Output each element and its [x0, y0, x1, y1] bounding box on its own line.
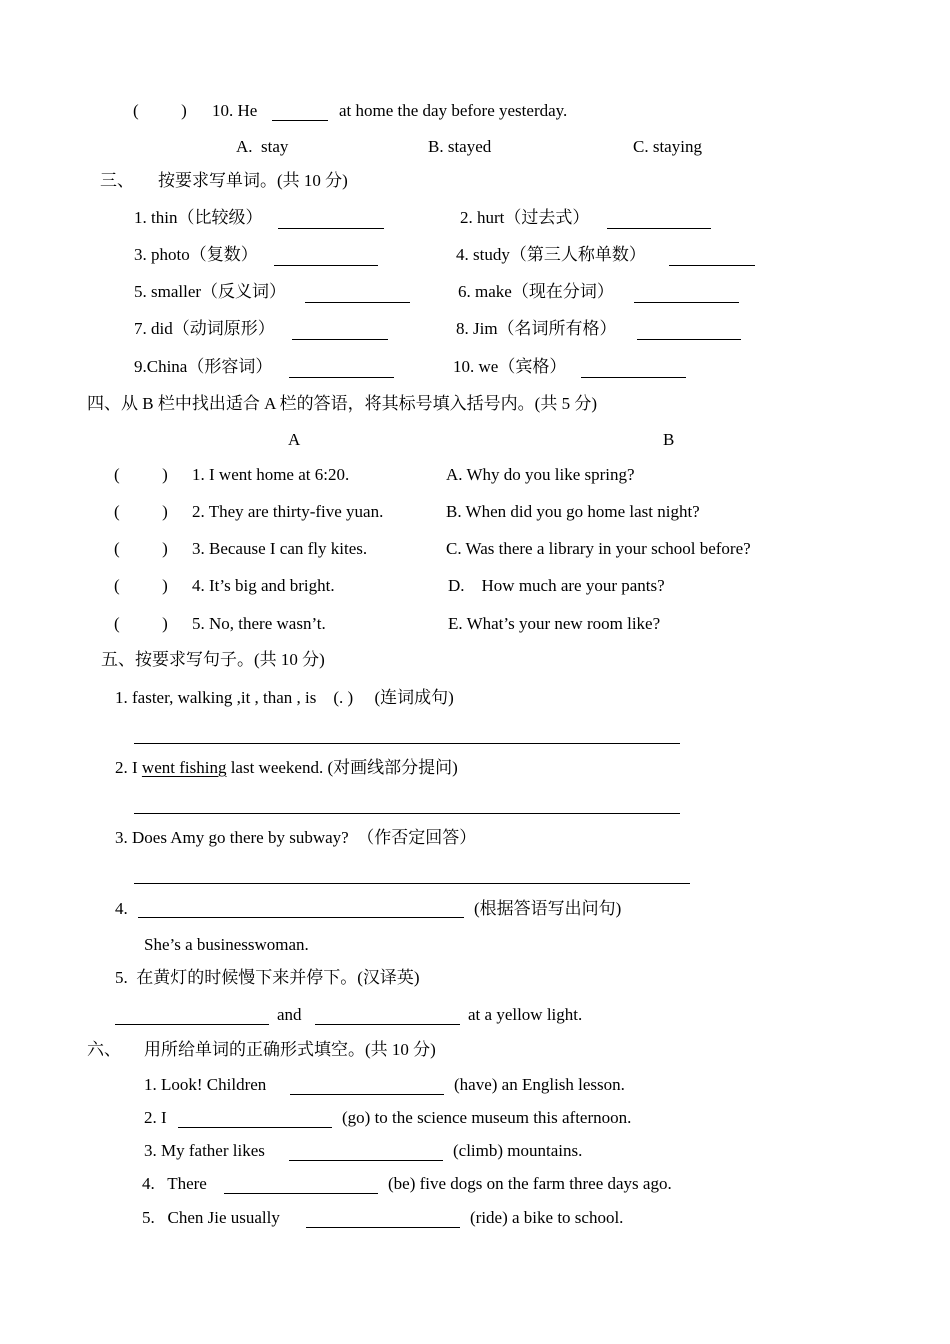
column-a-header: A — [288, 430, 301, 449]
q10-option-c[interactable]: C. staying — [633, 137, 702, 156]
s3-blank-1[interactable] — [278, 228, 384, 229]
s5-q2-start: 2. I — [115, 758, 142, 777]
section-4-title: 四、从 B 栏中找出适合 A 栏的答语，将其标号填入括号内。(共 5 分) — [87, 394, 597, 413]
s3-item-4: 4. study（第三人称单数） — [456, 245, 646, 264]
s3-blank-4[interactable] — [669, 265, 755, 266]
s3-item-8: 8. Jim（名词所有格） — [456, 319, 617, 338]
s6-item-4-start: 4. There — [142, 1174, 207, 1193]
section-3-title: 按要求写单词。(共 10 分) — [158, 171, 348, 190]
s6-item-1-end: (have) an English lesson. — [454, 1075, 625, 1094]
s3-item-3: 3. photo（复数） — [134, 245, 258, 264]
s5-q5-blank-1[interactable] — [115, 1024, 269, 1025]
s6-item-5-start: 5. Chen Jie usually — [142, 1208, 280, 1227]
s5-q4-number: 4. — [115, 899, 128, 918]
s5-question-5: 5. 在黄灯的时候慢下来并停下。(汉译英) — [115, 968, 420, 987]
s4-a-item-2: 2. They are thirty-five yuan. — [192, 502, 384, 521]
s6-item-2-start: 2. I — [144, 1108, 167, 1127]
s5-q2-underlined: went fishing — [141, 758, 227, 777]
s6-blank-2[interactable] — [178, 1127, 332, 1128]
s4-paren-1[interactable]: ( ) — [114, 465, 168, 484]
s6-item-5-end: (ride) a bike to school. — [470, 1208, 624, 1227]
q10-answer-paren[interactable]: ( ) — [133, 101, 187, 120]
s6-item-1-start: 1. Look! Children — [144, 1075, 267, 1094]
s3-item-7: 7. did（动词原形） — [134, 319, 275, 338]
s3-item-2: 2. hurt（过去式） — [460, 208, 590, 227]
section-5-title: 五、按要求写句子。(共 10 分) — [101, 650, 325, 669]
s3-item-1: 1. thin（比较级） — [134, 208, 263, 227]
s5-answer-line-2[interactable] — [134, 813, 680, 814]
s3-item-10: 10. we（宾格） — [453, 357, 567, 376]
s6-blank-5[interactable] — [306, 1227, 460, 1228]
s3-item-6: 6. make（现在分词） — [458, 282, 614, 301]
s6-item-4-end: (be) five dogs on the farm three days ago. — [388, 1174, 672, 1193]
s4-paren-3[interactable]: ( ) — [114, 539, 168, 558]
s5-q4-given-answer: She’s a businesswoman. — [144, 935, 309, 954]
s4-b-item-a: A. Why do you like spring? — [446, 465, 635, 484]
s4-a-item-1: 1. I went home at 6:20. — [192, 465, 350, 484]
q10-option-a[interactable]: A. stay — [236, 137, 289, 156]
s6-item-3-end: (climb) mountains. — [453, 1141, 583, 1160]
s5-q5-end: at a yellow light. — [468, 1005, 583, 1024]
section-3-number: 三、 — [100, 171, 134, 190]
s5-question-1: 1. faster, walking ,it , than , is (. ) (连词成句) — [115, 688, 454, 707]
s3-blank-2[interactable] — [607, 228, 711, 229]
s3-blank-6[interactable] — [634, 302, 739, 303]
s4-a-item-3: 3. Because I can fly kites. — [192, 539, 368, 558]
section-6-number: 六、 — [87, 1040, 121, 1059]
s6-item-3-start: 3. My father likes — [144, 1141, 265, 1160]
s5-q5-and: and — [277, 1005, 302, 1024]
s3-blank-10[interactable] — [581, 377, 686, 378]
s5-answer-line-1[interactable] — [134, 743, 680, 744]
s5-question-2 — [115, 758, 458, 778]
s5-question-3: 3. Does Amy go there by subway? （作否定回答） — [115, 828, 477, 847]
s6-blank-4[interactable] — [224, 1193, 378, 1194]
s3-blank-7[interactable] — [292, 339, 388, 340]
q10-option-b[interactable]: B. stayed — [428, 137, 492, 156]
s4-a-item-4: 4. It’s big and bright. — [192, 576, 335, 595]
q10-blank[interactable] — [272, 120, 328, 121]
s4-b-item-b: B. When did you go home last night? — [446, 502, 700, 521]
column-b-header: B — [663, 430, 675, 449]
s3-blank-8[interactable] — [637, 339, 741, 340]
s3-blank-3[interactable] — [274, 265, 378, 266]
s4-b-item-d: D. How much are your pants? — [448, 576, 665, 595]
s4-paren-5[interactable]: ( ) — [114, 614, 168, 633]
s4-paren-2[interactable]: ( ) — [114, 502, 168, 521]
s5-q2-end: last weekend. (对画线部分提问) — [226, 758, 458, 777]
s5-answer-line-3[interactable] — [134, 883, 690, 884]
s6-item-2-end: (go) to the science museum this afternoon. — [342, 1108, 632, 1127]
s5-q4-hint: (根据答语写出问句) — [474, 899, 622, 918]
s4-a-item-5: 5. No, there wasn’t. — [192, 614, 326, 633]
q10-stem-end: at home the day before yesterday. — [339, 101, 568, 120]
s4-b-item-e: E. What’s your new room like? — [448, 614, 661, 633]
s5-q4-blank[interactable] — [138, 917, 464, 918]
s4-paren-4[interactable]: ( ) — [114, 576, 168, 595]
s4-b-item-c: C. Was there a library in your school before? — [446, 539, 751, 558]
s3-item-5: 5. smaller（反义词） — [134, 282, 287, 301]
s3-blank-9[interactable] — [289, 377, 394, 378]
section-6-title: 用所给单词的正确形式填空。(共 10 分) — [144, 1040, 436, 1059]
q10-stem-start: 10. He — [212, 101, 258, 120]
s5-q5-blank-2[interactable] — [315, 1024, 460, 1025]
s6-blank-1[interactable] — [290, 1094, 444, 1095]
s3-blank-5[interactable] — [305, 302, 410, 303]
s3-item-9: 9.China（形容词） — [134, 357, 273, 376]
s6-blank-3[interactable] — [289, 1160, 443, 1161]
